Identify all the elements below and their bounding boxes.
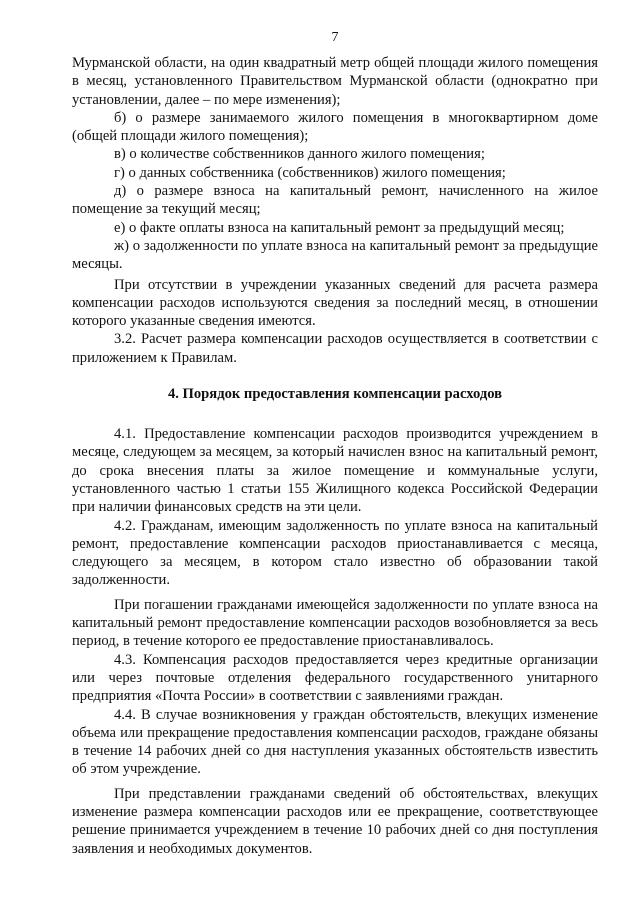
scan-mark xyxy=(527,888,537,898)
list-item-b: б) о размере занимаемого жилого помещения в многоквартирном доме (общей площади жилого помещения); xyxy=(72,109,598,145)
paragraph-circumstances: При представлении гражданами сведений об обстоятельствах, влекущих изменение размера компенсации расходов или ее прекращение, соответствующее решение принимается учреждением в течение 10 рабочих дней со дня поступления заявления и необходимых документов. xyxy=(72,785,598,857)
paragraph-missing-info: При отсутствии в учреждении указанных сведений для расчета размера компенсации расходов используются сведения за последний месяц, в отношении которого указанные сведения имеются. xyxy=(72,276,598,330)
paragraph-debt-repayment: При погашении гражданами имеющейся задолженности по уплате взноса на капитальный ремонт предоставление компенсации расходов возобновляется за весь период, в течение которого ее предоставление приостанавливалось. xyxy=(72,596,598,650)
section-heading: 4. Порядок предоставления компенсации расходов xyxy=(167,386,503,403)
list-item-e: е) о факте оплаты взноса на капитальный ремонт за предыдущий месяц; xyxy=(114,219,565,236)
paragraph-3-2: 3.2. Расчет размера компенсации расходов осуществляется в соответствии с приложением к Правилам. xyxy=(72,331,598,366)
page-number: 7 xyxy=(331,30,339,45)
list-item-zh: ж) о задолженности по уплате взноса на капитальный ремонт за предыдущие месяцы. xyxy=(72,237,598,273)
paragraph-4-4: 4.4. В случае возникновения у граждан обстоятельств, влекущих изменение объема или прекращение предоставления компенсации расходов, граждане обязаны в течение 14 рабочих дней со дня наступления указанных обстоятельств известить об этом учреждение. xyxy=(72,706,598,778)
paragraph-continuation: Мурманской области, на один квадратный метр общей площади жилого помещения в месяц, установленного Правительством Мурманской области (однократно при установлении, далее – по мере изменения); xyxy=(72,55,598,108)
list-item-g: г) о данных собственника (собственников) жилого помещения; xyxy=(114,164,506,181)
paragraph-4-3: 4.3. Компенсация расходов предоставляется через кредитные организации или через почтовые отделения федерального государственного унитарного предприятия «Почта России» в соответствии с заявлениями граждан. xyxy=(72,651,598,705)
list-item-v: в) о количестве собственников данного жилого помещения; xyxy=(114,146,485,163)
list-item-d: д) о размере взноса на капитальный ремонт, начисленного на жилое помещение за текущий месяц; xyxy=(72,183,598,218)
paragraph-4-1: 4.1. Предоставление компенсации расходов производится учреждением в месяце, следующем за месяцем, за который начислен взнос на капитальный ремонт, до срока внесения платы за жилое помещение и коммунальные услуги, установленного частью 1 статьи 155 Жилищного кодекса Российской Федерации при наличии финансовых средств на эти цели. xyxy=(72,426,598,516)
paragraph-4-2: 4.2. Гражданам, имеющим задолженность по уплате взноса на капитальный ремонт, предоставление компенсации расходов приостанавливается с месяца, следующего за месяцем, в котором стало известно об образовании такой задолженности. xyxy=(72,517,598,589)
